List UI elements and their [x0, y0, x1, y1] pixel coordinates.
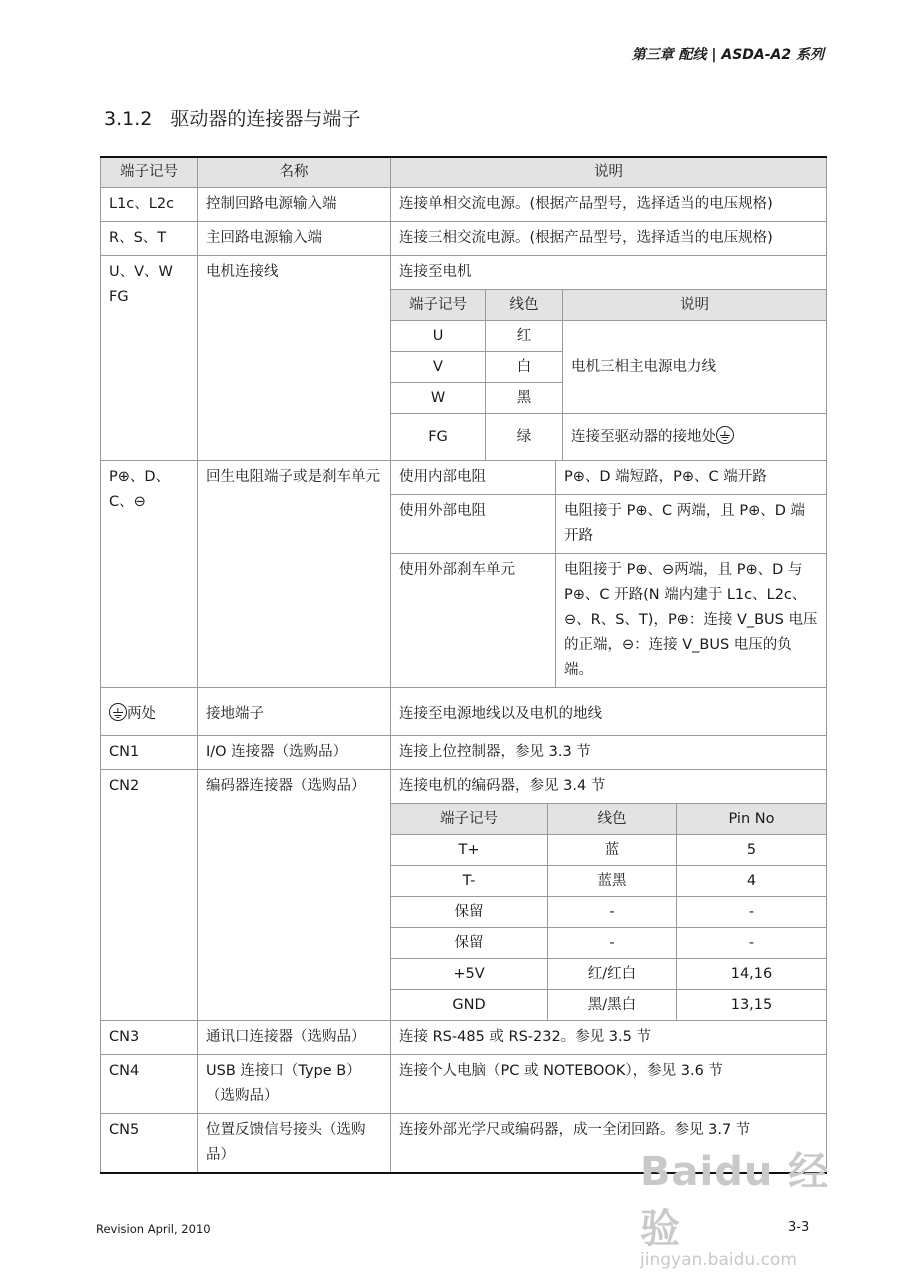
- pin-no: 13,15: [677, 990, 827, 1021]
- wire-color: 黑: [486, 383, 563, 414]
- regen-options-table: [391, 461, 826, 687]
- row-name: 电机连接线: [198, 256, 391, 461]
- ground-icon: [716, 426, 734, 444]
- row-name: 接地端子: [198, 688, 391, 736]
- ground-count: 两处: [127, 706, 156, 722]
- row-name: 编码器连接器（选购品）: [198, 770, 391, 1021]
- pin-no: -: [677, 928, 827, 959]
- row-name: 回生电阻端子或是刹车单元: [198, 461, 391, 688]
- cn2-desc: 连接电机的编码器，参见 3.4 节: [399, 778, 606, 794]
- header-desc: 说明: [391, 157, 827, 188]
- sub-header-term: 端子记号: [391, 804, 548, 835]
- row-desc: 连接上位控制器，参见 3.3 节: [391, 736, 827, 770]
- pin-no: 5: [677, 835, 827, 866]
- table-row: [101, 1021, 827, 1055]
- row-symbol: P⊕、D、C、⊖: [101, 461, 198, 688]
- wire-term: V: [391, 352, 486, 383]
- row-desc: [391, 770, 827, 1021]
- encoder-pin-table: [391, 803, 826, 1020]
- page-number: 3-3: [788, 1220, 810, 1235]
- pin-color: 黑/黑白: [548, 990, 677, 1021]
- row-desc: 连接外部光学尺或编码器，成一全闭回路。参见 3.7 节: [391, 1114, 827, 1174]
- option-desc: 电阻接于 P⊕、C 两端，且 P⊕、D 端开路: [556, 495, 827, 554]
- table-row: [101, 222, 827, 256]
- pin-term: 保留: [391, 928, 548, 959]
- pin-color: 蓝: [548, 835, 677, 866]
- row-symbol: CN4: [101, 1055, 198, 1114]
- row-symbol: [101, 256, 198, 461]
- row-symbol: [101, 688, 198, 736]
- row-name: 控制回路电源输入端: [198, 188, 391, 222]
- pin-color: 红/红白: [548, 959, 677, 990]
- row-symbol: CN5: [101, 1114, 198, 1174]
- section-title: 驱动器的连接器与端子: [170, 108, 361, 130]
- table-row: [101, 770, 827, 1021]
- revision-footer: Revision April, 2010: [96, 1222, 211, 1236]
- wire-term: FG: [391, 414, 486, 461]
- table-row: [101, 736, 827, 770]
- symbol-uvw: U、V、W: [109, 264, 173, 280]
- pin-term: T+: [391, 835, 548, 866]
- ground-icon: [109, 703, 127, 721]
- row-name: I/O 连接器（选购品）: [198, 736, 391, 770]
- option-desc: 电阻接于 P⊕、⊖两端，且 P⊕、D 与 P⊕、C 开路(N 端内建于 L1c、L2c、⊖、R、S、T)，P⊕：连接 V_BUS 电压的正端，⊖：连接 V_BUS 电压的负端。: [564, 562, 818, 678]
- row-symbol: L1c、L2c: [101, 188, 198, 222]
- pin-term: 保留: [391, 897, 548, 928]
- sub-header-color: 线色: [548, 804, 677, 835]
- pin-no: 4: [677, 866, 827, 897]
- watermark: [640, 1140, 830, 1270]
- motor-wire-table: [391, 289, 826, 460]
- table-row: [101, 256, 827, 461]
- row-desc: 连接 RS-485 或 RS-232。参见 3.5 节: [391, 1021, 827, 1055]
- row-desc: 连接三相交流电源。(根据产品型号，选择适当的电压规格): [391, 222, 827, 256]
- table-row: [101, 461, 827, 688]
- sub-header-desc: 说明: [563, 290, 827, 321]
- wire-desc: 电机三相主电源电力线: [563, 321, 827, 414]
- connector-table: [100, 156, 827, 1174]
- row-symbol: R、S、T: [101, 222, 198, 256]
- pin-term: GND: [391, 990, 548, 1021]
- header-symbol: 端子记号: [101, 157, 198, 188]
- option-label: 使用外部电阻: [391, 495, 556, 554]
- watermark-url: jingyan.baidu.com: [640, 1250, 797, 1270]
- table-row: [101, 688, 827, 736]
- row-desc: [391, 256, 827, 461]
- row-desc: 连接至电源地线以及电机的地线: [391, 688, 827, 736]
- row-symbol: CN1: [101, 736, 198, 770]
- header-name: 名称: [198, 157, 391, 188]
- section-heading: [104, 104, 378, 131]
- sub-header-color: 线色: [486, 290, 563, 321]
- pin-color: 蓝黑: [548, 866, 677, 897]
- section-number: 3.1.2: [104, 108, 153, 130]
- row-name: 位置反馈信号接头（选购品）: [198, 1114, 391, 1174]
- wire-color: 绿: [486, 414, 563, 461]
- row-symbol: CN2: [101, 770, 198, 1021]
- table-header-row: [101, 157, 827, 188]
- wire-desc: [563, 414, 827, 461]
- row-name: 主回路电源输入端: [198, 222, 391, 256]
- row-desc: [391, 461, 827, 688]
- uvw-desc: 连接至电机: [399, 264, 472, 280]
- fg-desc-text: 连接至驱动器的接地处: [571, 428, 716, 445]
- table-row: [101, 188, 827, 222]
- wire-color: 红: [486, 321, 563, 352]
- sub-header-pin: Pin No: [677, 804, 827, 835]
- table-row: [101, 1055, 827, 1114]
- row-symbol: CN3: [101, 1021, 198, 1055]
- option-label: 使用外部刹车单元: [391, 554, 556, 688]
- wire-term: U: [391, 321, 486, 352]
- option-desc: P⊕、D 端短路，P⊕、C 端开路: [556, 461, 827, 495]
- pin-term: +5V: [391, 959, 548, 990]
- sub-header-term: 端子记号: [391, 290, 486, 321]
- option-label: 使用内部电阻: [391, 461, 556, 495]
- pin-no: 14,16: [677, 959, 827, 990]
- row-name: USB 连接口（Type B）（选购品）: [198, 1055, 391, 1114]
- symbol-fg: FG: [109, 289, 129, 305]
- row-name: 通讯口连接器（选购品）: [198, 1021, 391, 1055]
- row-desc: 连接个人电脑（PC 或 NOTEBOOK），参见 3.6 节: [391, 1055, 827, 1114]
- running-header: 第三章 配线 | ASDA-A2 系列: [631, 47, 824, 63]
- row-desc: 连接单相交流电源。(根据产品型号，选择适当的电压规格): [391, 188, 827, 222]
- pin-color: -: [548, 928, 677, 959]
- wire-term: W: [391, 383, 486, 414]
- pin-no: -: [677, 897, 827, 928]
- pin-color: -: [548, 897, 677, 928]
- wire-color: 白: [486, 352, 563, 383]
- pin-term: T-: [391, 866, 548, 897]
- watermark-logo: Baidu 经验: [640, 1149, 830, 1252]
